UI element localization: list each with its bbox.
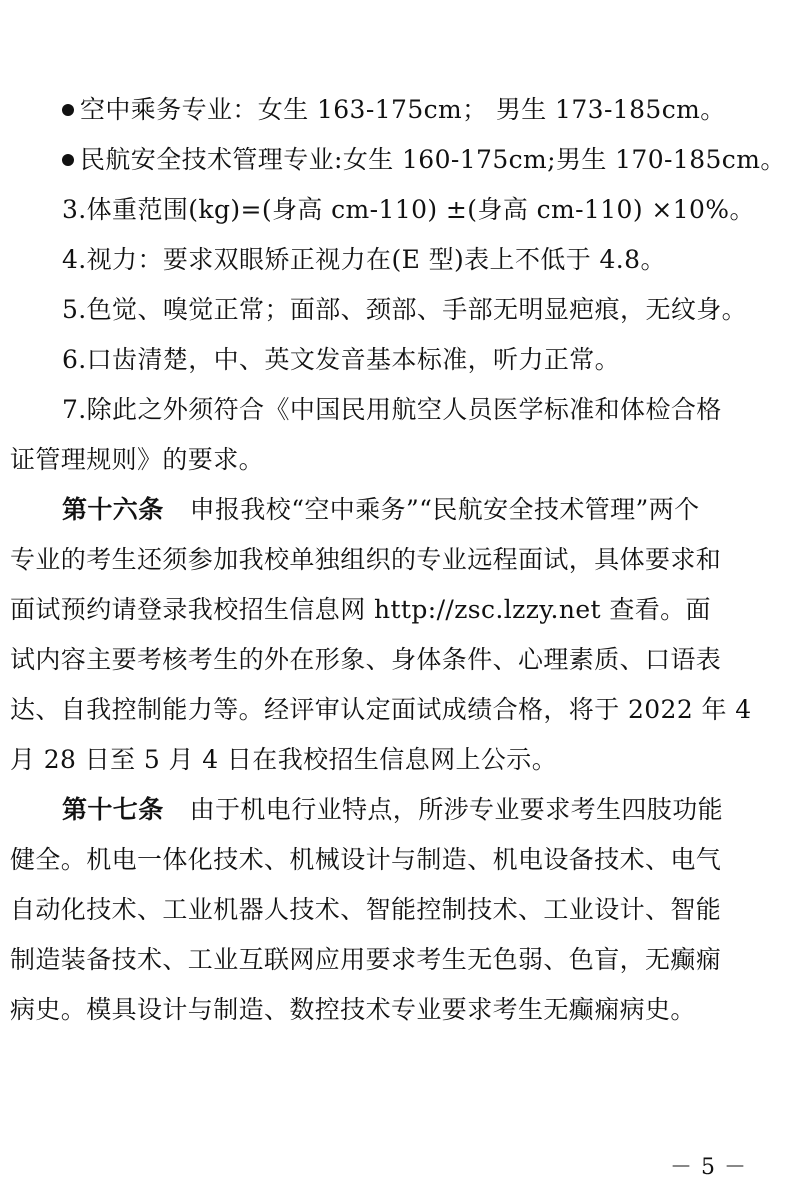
article-17-line-4: 制造装备技术、工业互联网应用要求考生无色弱、色盲，无癫痫 (10, 945, 722, 974)
page-number: － 5 － (670, 1155, 747, 1180)
article-16-line-4: 试内容主要考核考生的外在形象、身体条件、心理素质、口语表 (10, 645, 722, 674)
article-17-text: 由于机电行业特点，所涉专业要求考生四肢功能 (189, 795, 724, 824)
article-16-line-1 (0, 495, 800, 525)
article-17-line-2: 健全。机电一体化技术、机械设计与制造、机电设备技术、电气 (10, 845, 722, 874)
article-16-line-3: 面试预约请登录我校招生信息网 http://zsc.lzzy.net 查看。面 (10, 595, 711, 624)
article-16-line-2: 专业的考生还须参加我校单独组织的专业远程面试，具体要求和 (10, 545, 722, 574)
requirement-weight: 3.体重范围(kg)=(身高 cm-110) ±(身高 cm-110) ×10%。 (62, 195, 755, 224)
article-16-heading: 第十六条 (62, 495, 164, 524)
article-17-line-1 (0, 795, 800, 825)
requirement-7-line-1: 7.除此之外须符合《中国民用航空人员医学标准和体检合格 (62, 395, 722, 424)
article-17-heading: 第十七条 (62, 795, 164, 824)
bullet-dot-icon (62, 154, 74, 166)
bullet-text: 空中乘务专业：女生 163-175cm； 男生 173-185cm。 (80, 95, 726, 124)
article-17-line-3: 自动化技术、工业机器人技术、智能控制技术、工业设计、智能 (10, 895, 722, 924)
requirement-speech-hearing: 6.口齿清楚，中、英文发音基本标准，听力正常。 (62, 345, 621, 374)
article-16-text: 申报我校“空中乘务”“民航安全技术管理”两个 (189, 495, 700, 524)
article-16-line-5: 达、自我控制能力等。经评审认定面试成绩合格，将于 2022 年 4 (10, 695, 752, 724)
requirement-vision: 4.视力：要求双眼矫正视力在(E 型)表上不低于 4.8。 (62, 245, 666, 274)
article-17-line-5: 病史。模具设计与制造、数控技术专业要求考生无癫痫病史。 (10, 995, 696, 1024)
bullet-text: 民航安全技术管理专业:女生 160-175cm;男生 170-185cm。 (80, 145, 786, 174)
bullet-item-cabin-crew (0, 95, 800, 125)
bullet-dot-icon (62, 104, 74, 116)
requirement-color-smell: 5.色觉、嗅觉正常；面部、颈部、手部无明显疤痕，无纹身。 (62, 295, 748, 324)
bullet-item-aviation-security (0, 145, 800, 175)
requirement-7-line-2: 证管理规则》的要求。 (10, 445, 265, 474)
article-16-line-6: 月 28 日至 5 月 4 日在我校招生信息网上公示。 (10, 745, 558, 774)
